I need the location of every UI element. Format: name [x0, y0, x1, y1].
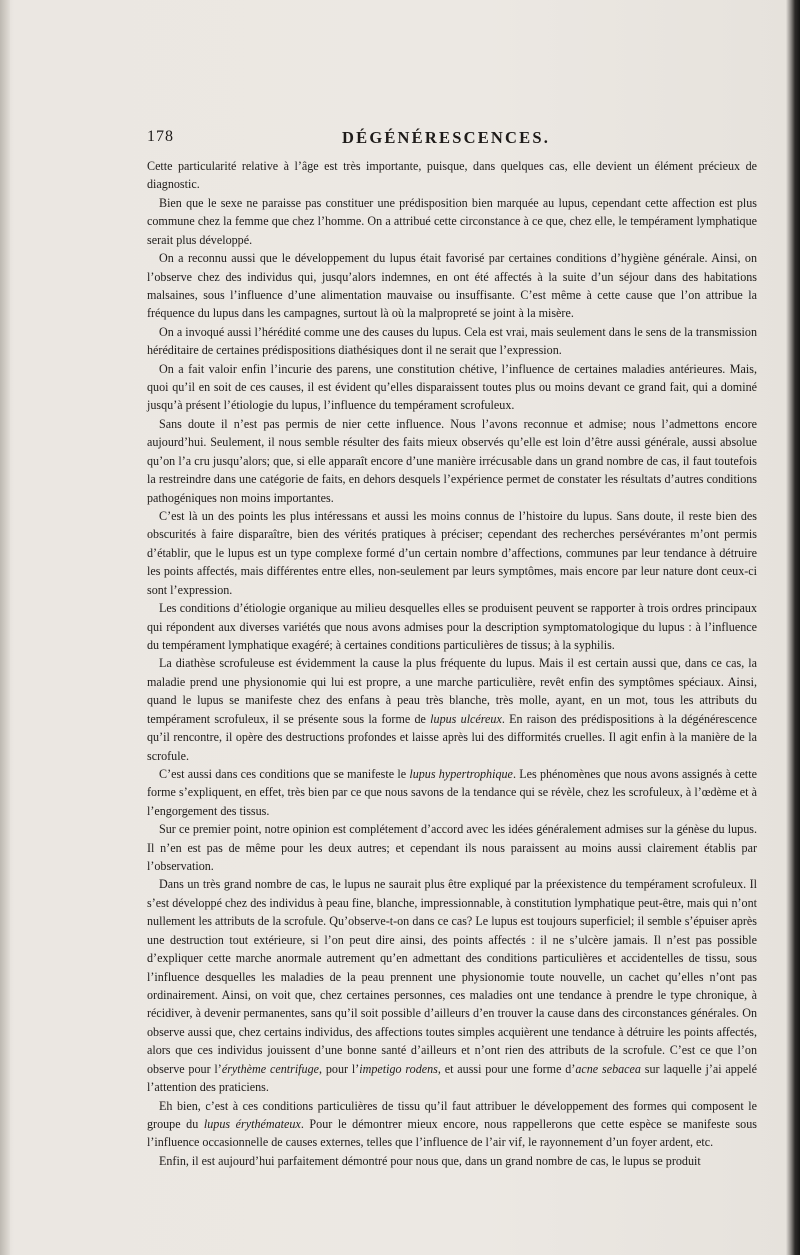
paragraph — [147, 507, 757, 599]
page-gutter-shadow — [0, 0, 10, 1255]
paragraph — [147, 249, 757, 323]
text-run: . En raison des prédispositions à la dégénérescence qu’il rencontre, il opère des destructions profondes et laisse après lui des difformités cruelles. Il agit enfin à la manière de la scrofule. — [147, 711, 757, 763]
text-run: On a reconnu aussi que le développement du lupus était favorisé par certaines conditions d’hygiène générale. Ainsi, on l’observe chez des individus qui, jusqu’alors indemnes, en ont été affectés à la suite d’un séjour dans des habitations malsaines, sous l’influence d’une alimentation mauvaise ou insuffisante. C’est même à cette cause que l’on attribue la fréquence du lupus dans les campagnes, surtout là où la malpropreté se joint à la misère. — [147, 251, 757, 321]
page-edge-border — [786, 0, 800, 1255]
italic-term: lupus ulcéreux — [430, 711, 502, 726]
text-run: sur laquelle j’ai appelé l’attention des praticiens. — [147, 1061, 757, 1095]
text-run: Eh bien, c’est à ces conditions particulières de tissu qu’il faut attribuer le développement des formes qui composent le groupe du — [147, 1098, 757, 1131]
page-header — [147, 128, 757, 152]
text-run: On a fait valoir enfin l’incurie des parens, une constitution chétive, l’influence de certaines maladies antérieures. Mais, quoi qu’il en soit de ces causes, il est évident qu’elles disparaissent toutes plus ou moins devant ce grand fait, qui a dominé jusqu’à présent l’étiologie du lupus, l’influence du tempérament scrofuleux. — [147, 361, 757, 413]
text-run: Dans un très grand nombre de cas, le lupus ne saurait plus être expliqué par la préexistence du tempérament scrofuleux. Il s’est développé chez des individus à peau fine, blanche, impressionnable, à constitution lymphatique peut-être, mais qui n’ont nullement les attributs de la scrofule. Qu’observe-t-on dans ce cas? Le lupus est toujours superficiel; il semble s’épuiser après une destruction tout extérieure, si l’on peut dire ainsi, des points affectés : il ne s’ulcère jamais. Il n’est pas possible d’expliquer cette marche anormale autrement qu’en admettant des conditions particulières et accidentelles de tissu, sous l’influence desquelles les maladies de la peau prennent une physionomie toute nouvelle, un cachet qu’elles n’ont pas ordinairement. Ainsi, on voit que, chez certaines personnes, ces maladies ont une tendance à prendre le type chronique, à récidiver, à devenir permanentes, sans qu’il soit possible d’ailleurs d’en trouver la cause dans des circonstances générales. On observe aussi que, chez certains individus, des affections toutes simples acquièrent une tendance à détruire les points affectés, alors que ces individus jouissent d’une bonne santé d’ailleurs et n’ont rien des attributs de la scrofule. C’est ce que l’on observe pour l’ — [147, 877, 757, 1076]
running-title: DÉGÉNÉRESCENCES. — [342, 128, 551, 147]
paragraph — [147, 599, 757, 654]
text-run: . Les phénomènes que nous avons assignés à cette forme s’expliquent, en effet, très bien par ce que nous savons de la tendance qui se révèle, chez les scrofuleux, à l’œdème et à l’engorgement des tissus. — [147, 766, 757, 818]
paragraph — [147, 194, 757, 249]
text-run: Sans doute il n’est pas permis de nier cette influence. Nous l’avons reconnue et admise; nous l’admettons encore aujourd’hui. Seulement, il nous semble résulter des faits mieux observés qu’elle est loin d’être aussi générale, aussi absolue qu’on l’a cru jusqu’alors; que, si elle apparaît encore d’une manière irrécusable dans un grand nombre de cas, il faut toutefois la restreindre dans une catégorie de faits, en dehors desquels l’expérience permet de constater les résultats d’autres conditions pathogéniques non moins importantes. — [147, 416, 757, 505]
italic-term: érythème centrifuge — [221, 1061, 320, 1076]
text-run: Sur ce premier point, notre opinion est complétement d’accord avec les idées généralement admises sur la génèse du lupus. Il n’en est pas de même pour les deux autres; et cependant ils nous paraissent au moins aussi clairement établis par l’observation. — [147, 822, 757, 874]
text-run: On a invoqué aussi l’hérédité comme une des causes du lupus. Cela est vrai, mais seulement dans le sens de la transmission héréditaire de certaines prédispositions diathésiques dont il ne serait que l’expression. — [147, 324, 757, 358]
text-run: C’est là un des points les plus intéressans et aussi les moins connus de l’histoire du lupus. Sans doute, il reste bien des obscurités à faire disparaître, bien des vérités pratiques à préciser; cependant des recherches persévérantes m’ont permis d’établir, que le lupus est un type complexe formé d’un certain nombre d’affections, communes par leur tendance à détruire les points affectés, mais différentes entre elles, non-seulement par leurs symptômes, mais encore par leur nature dont ceux-ci sont l’expression. — [147, 509, 757, 597]
paragraph — [147, 415, 757, 507]
text-run: . Pour le démontrer mieux encore, nous rappellerons que cette espèce se manifeste sous l’influence occasionnelle de causes externes, telles que l’influence de l’air vif, le rayonnement d’un foyer ardent, etc. — [147, 1116, 757, 1150]
italic-term: acne sebacea — [575, 1061, 641, 1076]
paragraph — [147, 1097, 757, 1152]
paragraph — [147, 875, 757, 1096]
paragraph — [147, 157, 757, 194]
text-run: Les conditions d’étiologie organique au milieu desquelles elles se produisent peuvent se rapporter à trois ordres principaux qui répondent aux diverses variétés que nous avons admises pour la description symptomatologique du lupus : à l’influence du tempérament lymphatique exagéré; à certaines conditions particulières de tissus; à la syphilis. — [147, 601, 757, 652]
italic-term: impetigo rodens — [359, 1061, 438, 1076]
page-number: 178 — [147, 128, 174, 145]
text-run: C’est aussi dans ces conditions que se manifeste le — [159, 766, 410, 781]
paragraph — [147, 323, 757, 360]
paragraph — [147, 360, 757, 415]
body-text — [147, 157, 757, 1170]
text-run: Enfin, il est aujourd’hui parfaitement démontré pour nous que, dans un grand nombre de cas, le lupus se produit — [159, 1153, 701, 1168]
text-run: La diathèse scrofuleuse est évidemment la cause la plus fréquente du lupus. Mais il est certain aussi que, dans ce cas, la maladie prend une physionomie qui lui est propre, a une marche particulière, revêt enfin des symptômes spéciaux. Ainsi, quand le lupus se manifeste chez des enfans à peau très blanche, très molle, ayant, en un mot, tous les attributs du tempérament scrofuleux, il se présente sous la forme de — [147, 656, 757, 726]
text-run: Cette particularité relative à l’âge est très importante, puisque, dans quelques cas, elle devient un élément précieux de diagnostic. — [147, 159, 757, 192]
italic-term: lupus hypertrophique — [409, 766, 513, 781]
paragraph — [147, 1152, 757, 1170]
paragraph — [147, 765, 757, 820]
text-run: , pour l’ — [319, 1061, 360, 1076]
text-run: , et aussi pour une forme d’ — [437, 1061, 576, 1076]
italic-term: lupus érythémateux — [203, 1116, 301, 1131]
text-run: Bien que le sexe ne paraisse pas constituer une prédisposition bien marquée au lupus, cependant cette affection est plus commune chez la femme que chez l’homme. On a attribué cette circonstance à ce que, chez elle, le tempérament lymphatique serait plus développé. — [147, 195, 757, 247]
paragraph — [147, 654, 757, 765]
paragraph — [147, 820, 757, 875]
